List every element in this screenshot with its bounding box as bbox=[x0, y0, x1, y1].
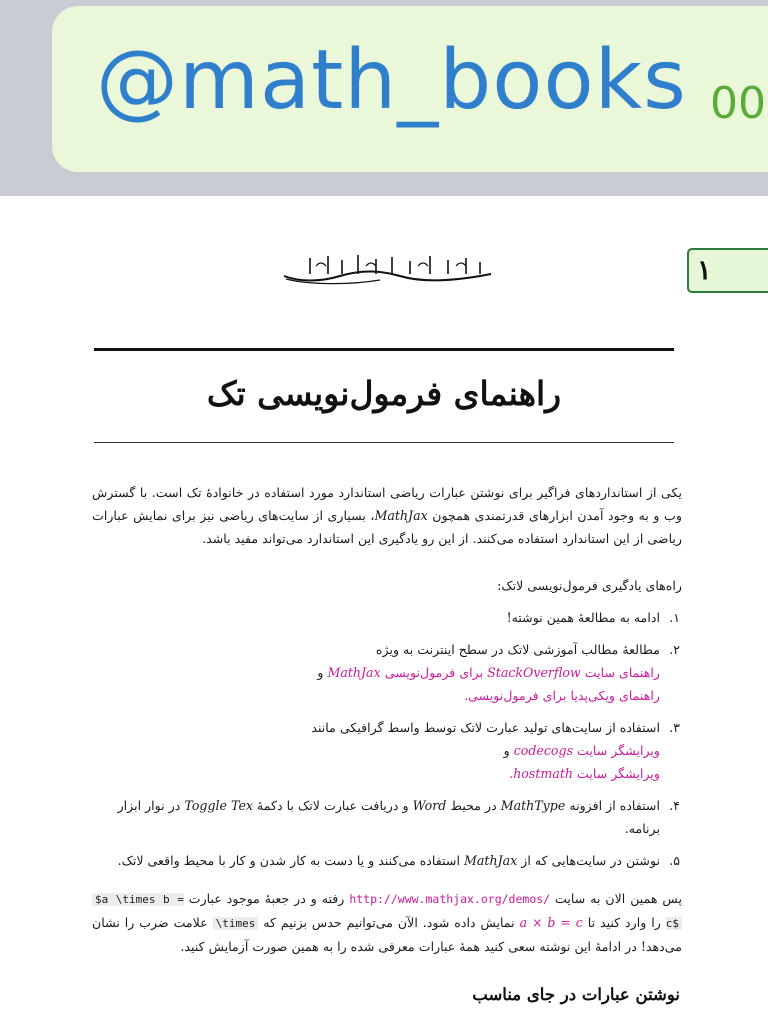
list-item: ۲. مطالعهٔ مطالب آموزشی لاتک در سطح اینترنت به ویژه راهنمای سایت StackOverflow برای فرمول‌نویسی MathJax و راهنمای ویکی‌پدیا برای فرمول‌نویسی. bbox=[317, 642, 680, 703]
list-item: ۵. نوشتن در سایت‌هایی که از MathJax استفاده می‌کنند و یا دست به کار شدن و کار با محیط واقعی لاتک. bbox=[117, 853, 680, 868]
demo-paragraph: پس همین الان به سایت http://www.mathjax.org/demos/ رفته و در جعبهٔ موجود عبارت $a \times b = c$ را وارد کنید تا a × b = c نمایش داده شود. الآن می‌توانیم حدس بزنیم که \times علامت ضرب را نشان می‌دهد! در ادامهٔ این نوشته سعی کنید همهٔ عبارات معرفی شده را به همین صورت آزمایش کنید. bbox=[92, 891, 682, 954]
mathjax-demos-link[interactable]: http://www.mathjax.org/demos/ bbox=[349, 892, 551, 906]
channel-banner bbox=[0, 0, 768, 196]
rendered-formula: a × b = c bbox=[519, 915, 583, 930]
list-item: ۳. استفاده از سایت‌های تولید عبارت لاتک توسط واسط گرافیکی مانند ویرایشگر سایت codecogs و ویرایشگر سایت hostmath. bbox=[311, 720, 680, 781]
times-command: \times bbox=[213, 917, 259, 930]
page-number-box bbox=[687, 248, 768, 293]
mathjax-term: MathJax bbox=[374, 508, 428, 523]
channel-handle: @math_books bbox=[96, 33, 687, 128]
codecogs-editor-link[interactable]: ویرایشگر سایت codecogs bbox=[513, 743, 660, 758]
learning-ways-lead: راه‌های یادگیری فرمول‌نویسی لاتک: bbox=[497, 578, 682, 593]
hostmath-editor-link[interactable]: ویرایشگر سایت hostmath. bbox=[509, 766, 660, 781]
stackoverflow-guide-link[interactable]: راهنمای سایت StackOverflow برای فرمول‌نویسی MathJax bbox=[327, 665, 660, 680]
page-title: راهنمای فرمول‌نویسی تک bbox=[206, 374, 562, 413]
list-item: ۱. ادامه به مطالعهٔ همین نوشته! bbox=[506, 610, 680, 625]
code-sample: $a \times b = c$ bbox=[92, 893, 682, 930]
learning-ways-list bbox=[92, 606, 682, 881]
banner-time-fragment: 00 bbox=[710, 78, 766, 129]
list-item: ۴. استفاده از افزونه MathType در محیط Word و دریافت عبارت لاتک با دکمهٔ Toggle Tex در نوار ابزار برنامه. bbox=[117, 798, 680, 836]
wikipedia-guide-link[interactable]: راهنمای ویکی‌پدیا برای فرمول‌نویسی. bbox=[464, 688, 660, 703]
section-heading: نوشتن عبارات در جای مناسب bbox=[472, 985, 680, 1004]
title-rule-top bbox=[94, 348, 674, 351]
title-rule-bottom bbox=[94, 442, 674, 443]
basmala-calligraphy-icon bbox=[280, 252, 495, 288]
intro-paragraph: یکی از استانداردهای فراگیر برای نوشتن عبارات ریاضی استاندارد مورد استفاده در خانوادهٔ تک است. با گسترش وب و به وجود آمدن ابزارهای قدرتمندی همچون MathJax، بسیاری از سایت‌های ریاضی نیز برای نمایش عبارات ریاضی از این استاندارد استفاده می‌کنند. از این رو یادگیری این استاندارد می‌تواند مفید باشد. bbox=[92, 485, 682, 546]
page-number: ۱ bbox=[697, 255, 712, 286]
